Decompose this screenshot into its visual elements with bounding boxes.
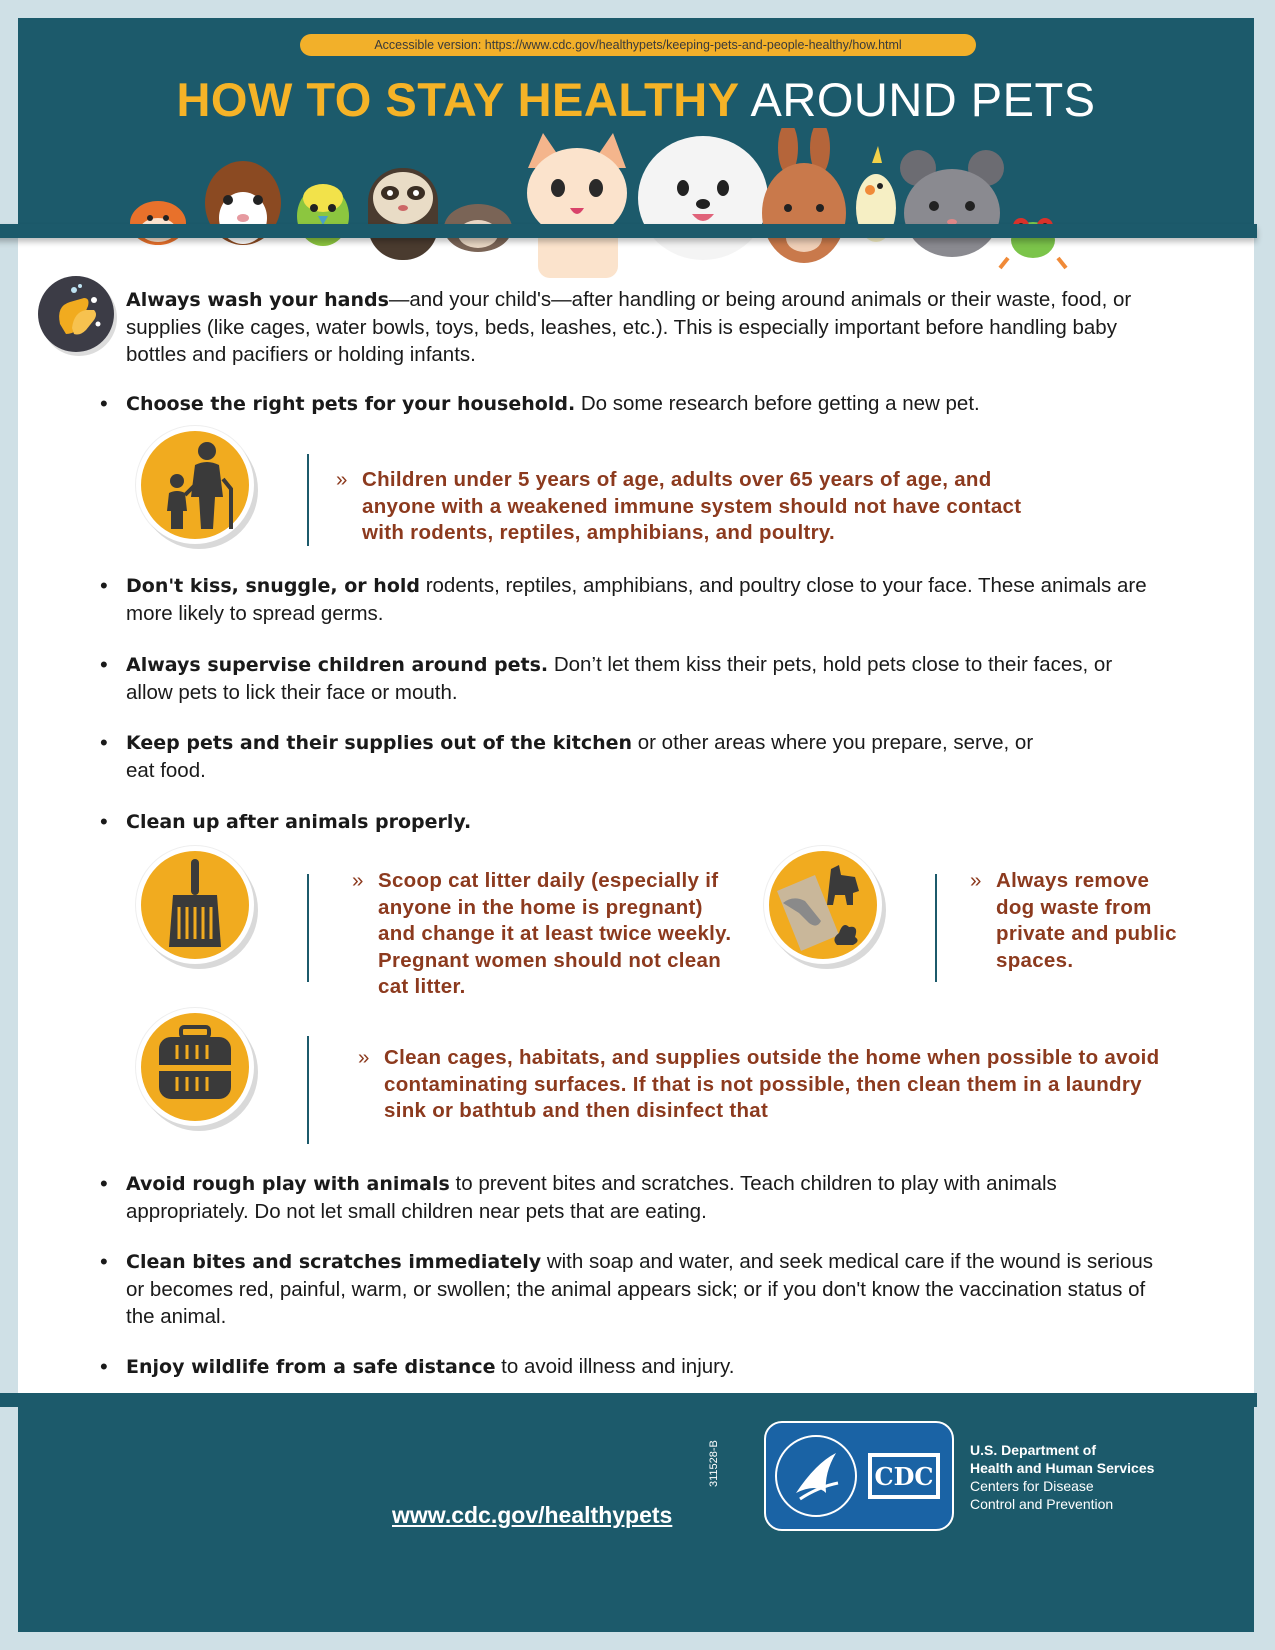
dog-waste-tip-text: Always remove dog waste from private and public spaces. — [996, 869, 1177, 972]
children-warning — [336, 467, 1036, 547]
litter-tip — [352, 868, 732, 1001]
document-code: 311528-B — [708, 1440, 720, 1487]
litter-scoop-icon — [136, 846, 254, 964]
ferret-icon — [368, 168, 438, 260]
family-icon — [136, 426, 254, 544]
list-item — [100, 1353, 1160, 1381]
list-item — [100, 1170, 1160, 1225]
dog-waste-icon — [764, 846, 882, 964]
cdc-logo-text: CDC — [874, 1462, 934, 1491]
bullet-text: with soap and water, and seek medical care if the wound is serious or becomes red, painful, warm, or swollen; the animal appears sick; or if you don't know the vaccination status of the animal. — [126, 1250, 1154, 1328]
rabbit-icon — [762, 128, 846, 263]
list-item — [100, 572, 1160, 627]
divider — [307, 454, 309, 546]
title-highlight: HOW TO STAY HEALTHY — [176, 73, 740, 126]
footer-divider — [0, 1393, 1257, 1407]
bullet-bold: Choose the right pets for your household. — [126, 393, 576, 415]
bullet-text: or other areas where you prepare, serve, or eat food. — [126, 731, 1034, 782]
bullet-text: to prevent bites and scratches. Teach children to play with animals appropriately. Do not let small children near pets that are eating. — [126, 1172, 1057, 1223]
bullet-bold: Keep pets and their supplies out of the kitchen — [126, 732, 633, 754]
wash-hands-body: —and your child's—after handling or being around animals or their waste, food, or supplies (like cages, water bowls, toys, beds, leashes, etc.). This is especially important before handling baby bottles and pacifiers or holding infants. — [126, 288, 1132, 366]
page — [18, 18, 1254, 1632]
dog-waste-tip — [970, 868, 1180, 974]
list-item — [100, 729, 1060, 784]
bullet-text: Do some research before getting a new pet. — [575, 392, 980, 415]
list-item — [100, 390, 1160, 418]
cages-tip-text: Clean cages, habitats, and supplies outside the home when possible to avoid contaminating surfaces. If that is not possible, then clean them in a laundry sink or bathtub and then disinfect that — [384, 1046, 1160, 1122]
footer — [18, 1407, 1254, 1632]
title-rest: AROUND PETS — [750, 73, 1096, 126]
header-shelf — [0, 224, 1257, 238]
chevron-icon: » — [358, 1046, 370, 1069]
bullet-bold: Avoid rough play with animals — [126, 1173, 450, 1195]
bullet-text: rodents, reptiles, amphibians, and poultry close to your face. These animals are more likely to spread germs. — [126, 574, 1147, 625]
pets-illustration — [128, 128, 1088, 278]
hand-washing-icon — [38, 276, 114, 352]
bullet-text: to avoid illness and injury. — [495, 1355, 735, 1378]
bullet-text: Don’t let them kiss their pets, hold pets close to their faces, or allow pets to lick their face or mouth. — [126, 653, 1113, 704]
list-item — [100, 808, 1160, 836]
chinchilla-icon — [900, 150, 1004, 257]
bullet-bold: Enjoy wildlife from a safe distance — [126, 1356, 496, 1378]
list-item — [100, 1248, 1160, 1330]
divider — [307, 1036, 309, 1144]
divider — [935, 874, 937, 982]
list-item — [100, 651, 1160, 706]
hhs-eagle-icon — [796, 1453, 836, 1493]
wash-hands-bold: Always wash your hands — [126, 289, 389, 311]
hhs-line-1: U.S. Department of — [970, 1442, 1097, 1458]
cat-icon — [527, 133, 627, 278]
litter-tip-text: Scoop cat litter daily (especially if anyone in the home is pregnant) and change it at least twice weekly. Pregnant women should not clean cat litter. — [378, 869, 732, 998]
chevron-icon: » — [336, 468, 348, 491]
dog-icon — [638, 136, 768, 260]
chevron-icon: » — [970, 869, 982, 892]
chevron-icon: » — [352, 869, 364, 892]
bullet-bold: Clean up after animals properly. — [126, 811, 472, 833]
hhs-line-3: Centers for Disease — [970, 1478, 1094, 1494]
page-title — [18, 70, 1254, 130]
cages-tip — [358, 1045, 1178, 1125]
children-warning-text: Children under 5 years of age, adults over 65 years of age, and anyone with a weakened immune system should not have contact with rodents, reptiles, amphibians, and poultry. — [362, 468, 1022, 544]
bullet-bold: Always supervise children around pets. — [126, 654, 549, 676]
pet-carrier-icon — [136, 1008, 254, 1126]
hamster-icon — [130, 201, 186, 245]
healthypets-link[interactable]: www.cdc.gov/healthypets — [392, 1502, 673, 1528]
wash-hands-text — [126, 286, 1146, 368]
bullet-bold: Clean bites and scratches immediately — [126, 1251, 542, 1273]
hhs-line-2: Health and Human Services — [970, 1460, 1155, 1476]
bullet-bold: Don't kiss, snuggle, or hold — [126, 575, 420, 597]
agency-name — [970, 1441, 1154, 1513]
hhs-cdc-logo — [764, 1421, 954, 1531]
divider — [307, 874, 309, 982]
hhs-line-4: Control and Prevention — [970, 1496, 1114, 1512]
accessible-version-link[interactable]: Accessible version: https://www.cdc.gov/healthypets/keeping-pets-and-people-healthy/how.html — [300, 34, 976, 56]
